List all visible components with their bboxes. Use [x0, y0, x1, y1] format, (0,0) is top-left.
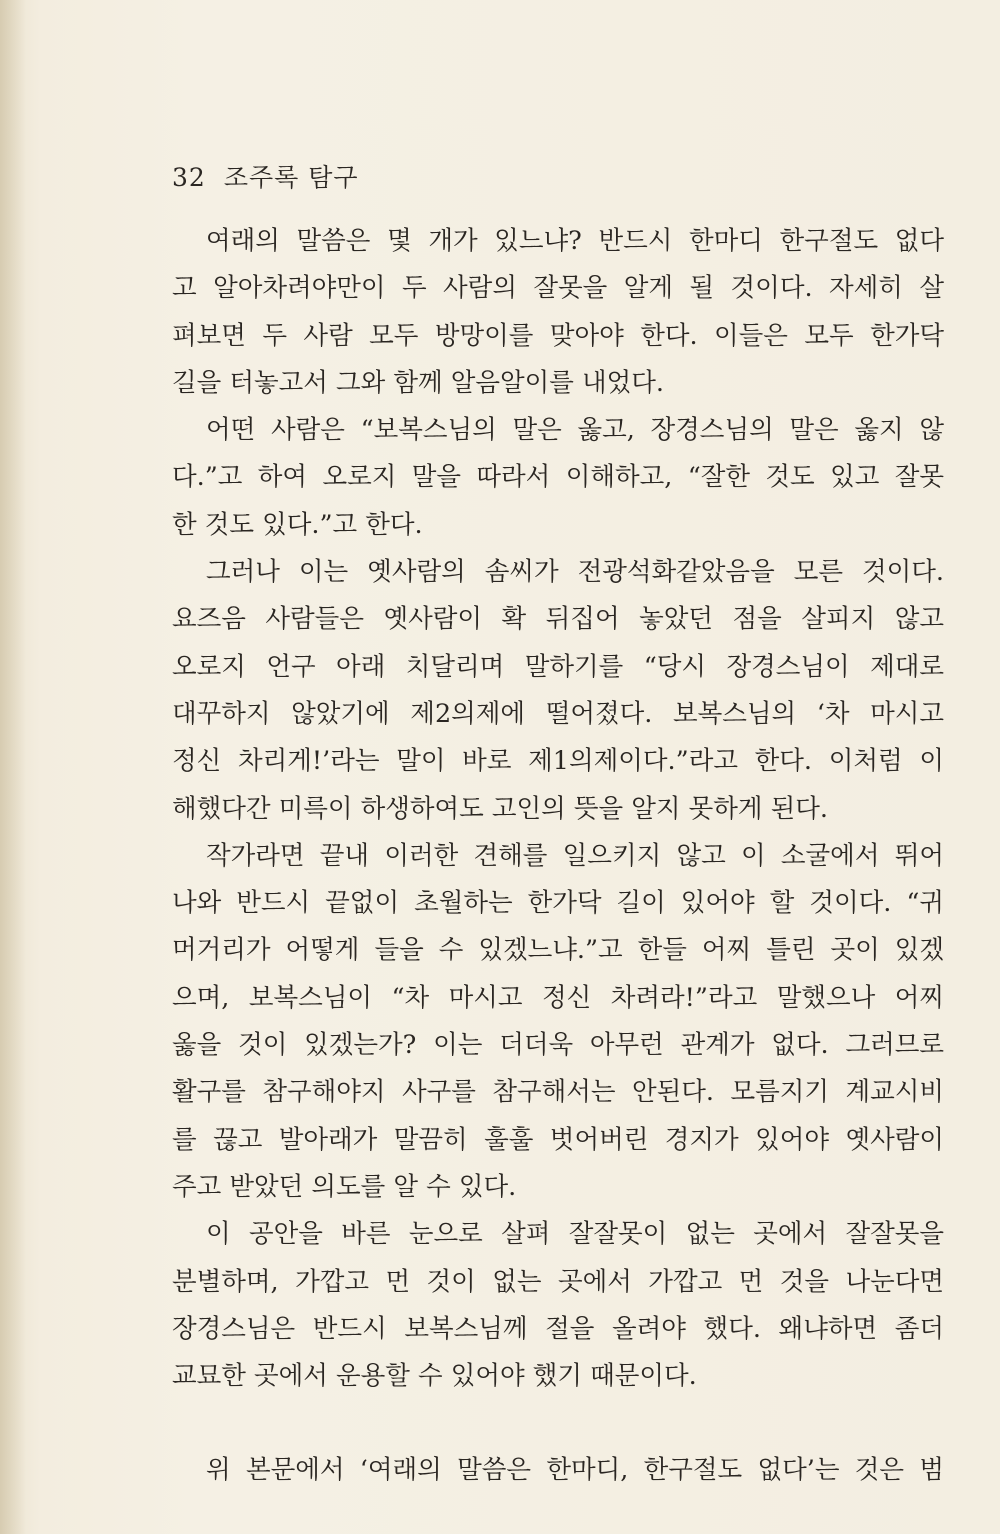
text-line: 주고 받았던 의도를 알 수 있다. — [172, 1171, 517, 1202]
text-line: 어떤 사람은 “보복스님의 말은 옳고, 장경스님의 말은 옳지 않 — [206, 415, 944, 446]
text-line: 대꾸하지 않았기에 제2의제에 떨어졌다. 보복스님의 ‘차 마시고 — [172, 698, 944, 729]
text-line: 이 공안을 바른 눈으로 살펴 잘잘못이 없는 곳에서 잘잘못을 — [206, 1219, 944, 1250]
text-line: 펴보면 두 사람 모두 방망이를 맞아야 한다. 이들은 모두 한가닥 — [172, 320, 944, 351]
text-line: 위 본문에서 ‘여래의 말씀은 한마디, 한구절도 없다’는 것은 범 — [206, 1455, 944, 1486]
text-line: 해했다간 미륵이 하생하여도 고인의 뜻을 알지 못하게 된다. — [172, 793, 829, 824]
text-line: 활구를 참구해야지 사구를 참구해서는 안된다. 모름지기 계교시비 — [172, 1077, 944, 1108]
text-line: 여래의 말씀은 몇 개가 있느냐? 반드시 한마디 한구절도 없다 — [206, 226, 944, 256]
paragraph-gap — [172, 1400, 944, 1447]
text-line: 다.”고 하여 오로지 말을 따라서 이해하고, “잘한 것도 있고 잘못 — [172, 462, 944, 493]
text-line: 머거리가 어떻게 들을 수 있겠느냐.”고 한들 어찌 틀린 곳이 있겠 — [172, 935, 944, 966]
text-line: 장경스님은 반드시 보복스님께 절을 올려야 했다. 왜냐하면 좀더 — [172, 1313, 944, 1344]
text-line: 오로지 언구 아래 치달리며 말하기를 “당시 장경스님이 제대로 — [172, 651, 944, 682]
text-line: 나와 반드시 끝없이 초월하는 한가닥 길이 있어야 할 것이다. “귀 — [172, 888, 944, 919]
text-line: 그러나 이는 옛사람의 솜씨가 전광석화같았음을 모른 것이다. — [206, 557, 944, 588]
text-line: 교묘한 곳에서 운용할 수 있어야 했기 때문이다. — [172, 1361, 697, 1392]
book-title: 조주록 탐구 — [223, 163, 359, 192]
text-line: 작가라면 끝내 이러한 견해를 일으키지 않고 이 소굴에서 뛰어 — [206, 840, 944, 871]
binding-shadow — [0, 0, 26, 1534]
text-line: 고 알아차려야만이 두 사람의 잘못을 알게 될 것이다. 자세히 살 — [172, 273, 944, 304]
text-line: 옳을 것이 있겠는가? 이는 더더욱 아무런 관계가 없다. 그러므로 — [172, 1030, 944, 1061]
text-line: 정신 차리게!’라는 말이 바로 제1의제이다.”라고 한다. 이처럼 이 — [172, 746, 944, 777]
text-line: 으며, 보복스님이 “차 마시고 정신 차려라!”라고 말했으나 어찌 — [172, 982, 944, 1013]
text-line: 길을 터놓고서 그와 함께 알음알이를 내었다. — [172, 367, 665, 398]
text-line: 요즈음 사람들은 옛사람이 확 뒤집어 놓았던 점을 살피지 않고 — [172, 604, 944, 635]
body-text — [172, 218, 944, 1495]
running-header — [172, 158, 359, 194]
page-number: 32 — [172, 163, 206, 192]
text-line: 를 끊고 발아래가 말끔히 훌훌 벗어버린 경지가 있어야 옛사람이 — [172, 1124, 944, 1155]
text-line: 분별하며, 가깝고 먼 것이 없는 곳에서 가깝고 먼 것을 나눈다면 — [172, 1266, 944, 1297]
text-line: 한 것도 있다.”고 한다. — [172, 509, 423, 540]
